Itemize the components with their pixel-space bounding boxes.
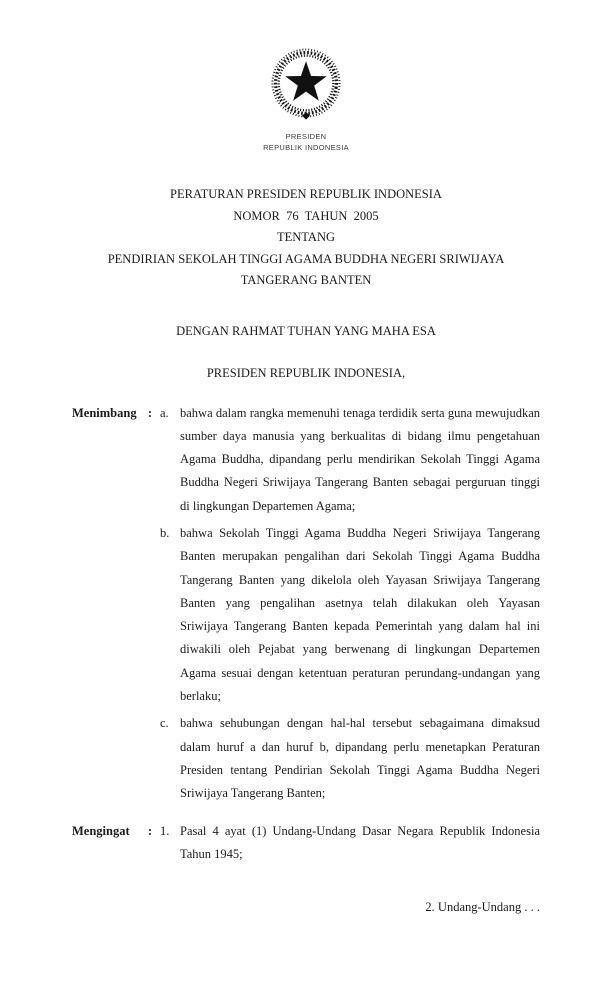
section-label-colon: : (147, 405, 152, 420)
title-line-number: NOMOR 76 TAHUN 2005 (233, 208, 379, 223)
title-line-subject-2: TANGERANG BANTEN (240, 273, 372, 287)
item-marker: b. (160, 525, 170, 540)
emblem-caption (0, 132, 612, 153)
authority-line: PRESIDEN REPUBLIK INDONESIA, (206, 366, 406, 380)
title-line-tentang: TENTANG (276, 230, 335, 244)
item-text: bahwa dalam rangka memenuhi tenaga terdidik serta guna mewujudkan sumber daya manusia yang berkualitas di bidang ilmu pengetahuan Agama Buddha, dipandang perlu mendirikan Sekolah Tinggi Agama Buddha Negeri Sriwijaya Tangerang Banten sebagai perguruan tinggi di lingkungan Departemen Agama; (180, 405, 540, 513)
section-menimbang (72, 402, 540, 806)
section-label-text: Menimbang (72, 405, 137, 420)
section-label-mengingat (72, 820, 152, 843)
consideration-item-a (72, 402, 540, 518)
emblem-caption-line-2: REPUBLIK INDONESIA (263, 142, 349, 152)
section-label-menimbang (72, 402, 152, 425)
emblem-block (0, 0, 612, 153)
item-marker: c. (160, 716, 169, 731)
title-line-subject: PENDIRIAN SEKOLAH TINGGI AGAMA BUDDHA NEGERI SRIWIJAYA (107, 251, 505, 266)
presidential-star-wreath-icon (266, 44, 346, 122)
section-label-colon: : (147, 823, 152, 838)
item-text: bahwa Sekolah Tinggi Agama Buddha Negeri Sriwijaya Tangerang Banten merupakan pengalihan dari Sekolah Tinggi Agama Buddha Tangerang Banten yang dikelola oleh Yayasan Sriwijaya Tangerang Banten yang pengalihan asetnya telah dilakukan oleh Yayasan Sriwijaya Tangerang Banten kepada Pemerintah yang dalam hal ini diwakili oleh Pejabat yang berwenang di lingkungan Departemen Agama sesuai dengan ketentuan peraturan perundang-undangan yang berlaku; (180, 525, 540, 704)
legal-basis-item-1 (72, 820, 540, 867)
section-label-text: Mengingat (72, 823, 130, 838)
consideration-item-c (72, 712, 540, 805)
invocation-line: DENGAN RAHMAT TUHAN YANG MAHA ESA (176, 323, 436, 338)
catchword: 2. Undang-Undang . . . (425, 900, 540, 914)
item-text: bahwa sehubungan dengan hal-hal tersebut sebagaimana dimaksud dalam huruf a dan huruf b, dipandang perlu menetapkan Peraturan Presiden tentang Pendirian Sekolah Tinggi Agama Buddha Negeri Sriwijaya Tangerang Banten; (180, 716, 540, 801)
emblem-caption-line-1: PRESIDEN (285, 132, 327, 141)
section-mengingat (72, 820, 540, 867)
item-marker: 1. (160, 823, 170, 838)
item-text: Pasal 4 ayat (1) Undang-Undang Dasar Negara Republik Indonesia Tahun 1945; (180, 823, 540, 861)
item-marker: a. (160, 405, 169, 420)
consideration-item-b (72, 522, 540, 708)
document-body (72, 402, 540, 867)
title-line-regulation: PERATURAN PRESIDEN REPUBLIK INDONESIA (170, 187, 442, 201)
document-title (0, 184, 612, 292)
